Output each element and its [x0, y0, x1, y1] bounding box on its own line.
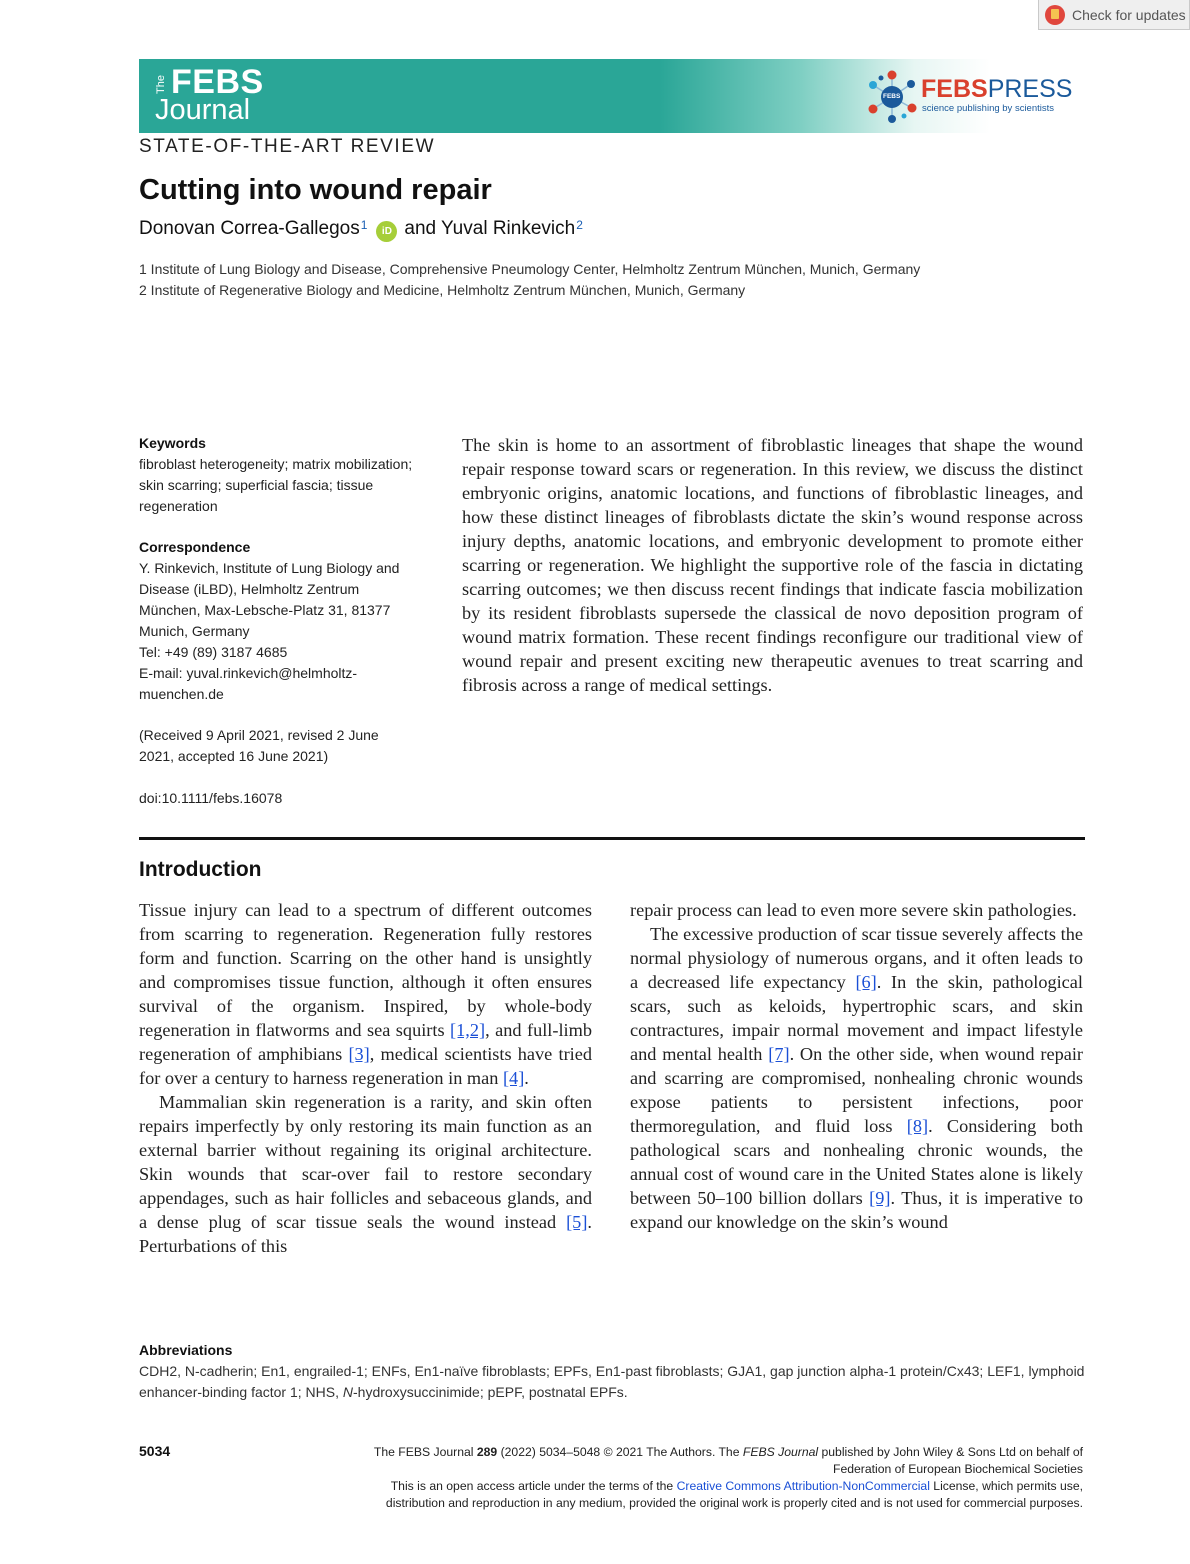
- text-run: .: [524, 1068, 529, 1088]
- text-run: N: [342, 1384, 354, 1400]
- citation-link[interactable]: [4]: [502, 1068, 525, 1088]
- febs-journal-logo: [155, 64, 285, 128]
- affiliation-2: 2 Institute of Regenerative Biology and Medicine, Helmholtz Zentrum München, Munich, Germany: [139, 282, 746, 298]
- press-press: PRESS: [987, 75, 1073, 103]
- correspondence-heading: Correspondence: [139, 539, 251, 555]
- text-run: , and full-limb regeneration of amphibians: [139, 1020, 592, 1064]
- text-run: . In the skin, pathological scars, such as keloids, hypertrophic scars, and skin contractures, impair normal movement and impact lifestyle and mental health: [630, 972, 1083, 1064]
- text-run: Tissue injury can lead to a spectrum of different outcomes from scarring to regeneration. Regeneration fully restores form and function. Scarring on the other hand is unsightly and compromises tissue function, although it often ensures survival of the organism. Inspired, by whole-body regeneration in flatworms and sea squirts: [139, 900, 592, 1040]
- paragraph: [139, 1090, 592, 1258]
- footer-line: distribution and reproduction in any medium, provided the original work is properly cited and is not used for commercial purposes.: [385, 1496, 1083, 1510]
- keywords-heading: Keywords: [139, 435, 206, 451]
- text-run: . Considering both pathological scars and nonhealing chronic wounds, the annual cost of wound care in the United States alone is likely between 50–100 billion dollars: [630, 1116, 1083, 1208]
- author-1-affiliation: 1: [360, 218, 368, 232]
- check-for-updates-label: Check for updates: [1072, 6, 1186, 23]
- text-run: CDH2, N-cadherin; En1, engrailed-1; ENFs, En1-naïve fibroblasts; EPFs, En1-past fibroblasts; GJA1, gap junction alpha-1 protein/Cx43; LEF1, lymphoid enhancer-binding factor 1; NHS,: [139, 1363, 1085, 1400]
- text-run: FEBS Journal: [742, 1445, 819, 1459]
- text-run: published by John Wiley & Sons Ltd on behalf of: [818, 1445, 1083, 1459]
- citation-link[interactable]: [8]: [906, 1116, 929, 1136]
- paragraph: [139, 898, 592, 1090]
- correspondence-line: Y. Rinkevich, Institute of Lung Biology and: [139, 560, 400, 576]
- abbreviations-block: [139, 1340, 1085, 1403]
- footer-line: Federation of European Biochemical Societies: [833, 1462, 1083, 1476]
- citation-link[interactable]: [6]: [855, 972, 877, 992]
- citation-link[interactable]: [5]: [566, 1212, 588, 1232]
- introduction-heading: Introduction: [139, 858, 262, 881]
- article-title: Cutting into wound repair: [139, 174, 492, 206]
- page-number: 5034: [139, 1443, 171, 1459]
- orcid-icon[interactable]: iD: [376, 221, 397, 242]
- press-tagline: science publishing by scientists: [922, 103, 1055, 114]
- text-run: . On the other side, when wound repair and scarring are compromised, nonhealing chronic wounds expose patients to persistent infections, poor thermoregulation, and fluid loss: [630, 1044, 1083, 1136]
- affiliation-1: 1 Institute of Lung Biology and Disease, Comprehensive Pneumology Center, Helmholtz Zentrum München, Munich, Germany: [139, 261, 921, 277]
- paragraph: repair process can lead to even more severe skin pathologies.: [630, 900, 1077, 920]
- keywords-line: regeneration: [139, 498, 218, 514]
- keywords-block: [139, 433, 439, 517]
- author-1: Donovan Correa-Gallegos: [139, 218, 360, 239]
- text-run: (2022) 5034–5048 © 2021 The Authors. The: [497, 1445, 743, 1459]
- received-line: (Received 9 April 2021, revised 2 June: [139, 727, 379, 743]
- text-run: License, which permits use,: [929, 1479, 1083, 1493]
- footer-line: [300, 1444, 1083, 1461]
- citation-link[interactable]: [9]: [869, 1188, 891, 1208]
- logo-journal: Journal: [155, 94, 251, 126]
- keywords-line: fibroblast heterogeneity; matrix mobilization;: [139, 456, 413, 472]
- correspondence-line: Munich, Germany: [139, 623, 250, 639]
- license-link[interactable]: Creative Commons Attribution-NonCommercial: [676, 1479, 930, 1493]
- text-run: . Perturbations of this: [139, 1212, 592, 1256]
- text-run: , medical scientists have tried for over a century to harness regeneration in man: [139, 1044, 592, 1088]
- text-run: The excessive production of scar tissue severely affects the normal physiology of numerous organs, and it often leads to a decreased life expectancy: [630, 924, 1083, 992]
- received-line: 2021, accepted 16 June 2021): [139, 748, 329, 764]
- press-badge: FEBS: [883, 93, 901, 100]
- text-run: 289: [476, 1445, 498, 1459]
- correspondence-email-cont[interactable]: muenchen.de: [139, 686, 224, 702]
- press-febs: FEBS: [921, 75, 988, 103]
- received-dates: [139, 725, 439, 767]
- doi[interactable]: doi:10.1111/febs.16078: [139, 790, 283, 806]
- correspondence-line: Tel: +49 (89) 3187 4685: [139, 644, 288, 660]
- text-run: . Thus, it is imperative to expand our knowledge on the skin’s wound: [630, 1188, 1083, 1232]
- body-column-left: [139, 898, 592, 1258]
- correspondence-email[interactable]: E-mail: yuval.rinkevich@helmholtz-: [139, 665, 358, 681]
- text-run: The FEBS Journal: [373, 1445, 477, 1459]
- abbreviations-text: [139, 1361, 1085, 1403]
- citation-link[interactable]: [1,2]: [450, 1020, 486, 1040]
- footer-citation: [300, 1444, 1083, 1512]
- abbreviations-heading: Abbreviations: [139, 1342, 233, 1358]
- section-divider: [139, 837, 1085, 840]
- bookmark-icon: [1045, 5, 1065, 25]
- text-run: Mammalian skin regeneration is a rarity, and skin often repairs imperfectly by only restoring its main function as an external barrier without regaining its original architecture. Skin wounds that scar-over fail to restore secondary appendages, such as hair follicles and sebaceous glands, and a dense plug of scar tissue seals the wound instead: [139, 1092, 592, 1232]
- febs-press-logo: [866, 68, 1076, 126]
- paragraph: [630, 922, 1083, 1234]
- author-line: [139, 218, 583, 242]
- text-run: This is an open access article under the terms of the: [390, 1479, 677, 1493]
- text-run: -hydroxysuccinimide; pEPF, postnatal EPFs.: [353, 1384, 628, 1400]
- article-type: STATE-OF-THE-ART REVIEW: [139, 136, 436, 157]
- footer-line: [300, 1478, 1083, 1495]
- citation-link[interactable]: [3]: [348, 1044, 370, 1064]
- correspondence-line: München, Max-Lebsche-Platz 31, 81377: [139, 602, 391, 618]
- correspondence-line: Disease (iLBD), Helmholtz Zentrum: [139, 581, 360, 597]
- author-2-affiliation: 2: [576, 218, 583, 232]
- logo-the: The: [155, 75, 167, 94]
- abstract: The skin is home to an assortment of fibroblastic lineages that shape the wound repair response toward scars or regeneration. In this review, we discuss the distinct embryonic origins, anatomic locations, and functions of fibroblastic lineages, and how these distinct lineages of fibroblasts dictate the skin’s wound response across injury depths, anatomic locations, and embryonic development to promote either scarring or regeneration. We highlight the supportive role of the fascia in dictating scarring outcomes; we then discuss recent findings that indicate fascia mobilization by its resident fibroblasts supersede the classical de novo deposition program of wound matrix formation. These recent findings reconfigure our traditional view of wound repair and present exciting new therapeutic avenues to treat scarring and fibrosis across a range of medical settings.: [462, 435, 1083, 695]
- correspondence-block: [139, 537, 439, 705]
- press-wordmark: [921, 76, 1072, 102]
- logo-febs: FEBS: [171, 63, 264, 101]
- author-2: and Yuval Rinkevich: [404, 218, 576, 239]
- check-for-updates-button[interactable]: [1038, 0, 1190, 30]
- citation-link[interactable]: [7]: [768, 1044, 790, 1064]
- keywords-line: skin scarring; superficial fascia; tissue: [139, 477, 374, 493]
- body-column-right: [630, 898, 1083, 1234]
